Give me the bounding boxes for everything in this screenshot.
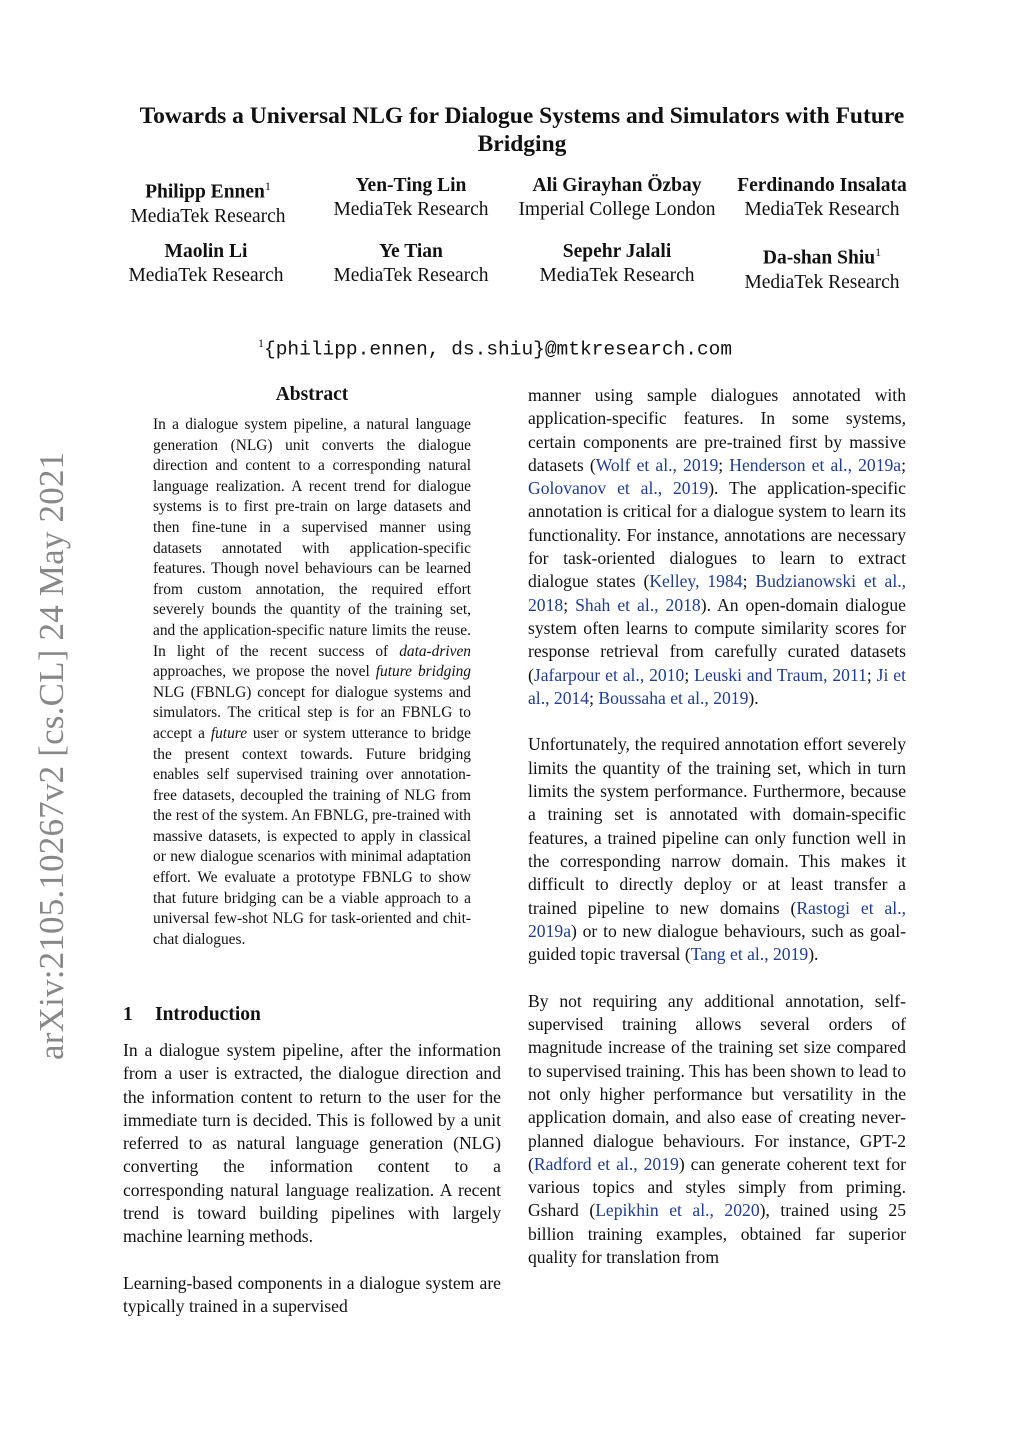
author-name: Ferdinando Insalata	[737, 175, 907, 196]
author-affiliation: MediaTek Research	[333, 265, 489, 286]
abstract-text: In a dialogue system pipeline, a natural language generation (NLG) unit converts the dialogue direction and content to a corresponding natural language realization. A recent trend for dialogue systems is to first pre-train on large datasets and then fine-tune in a supervised manner using datasets annotated with application-specific features. Though novel behaviours can be learned from custom annotation, the required effort severely bounds the quantity of the training set, and the application-specific nature limits the reuse. In light of the recent success of data-driven approaches, we propose the novel future bridging NLG (FBNLG) concept for dialogue systems and simulators. The critical step is for an FBNLG to accept a future user or system utterance to bridge the present context towards. Future bridging enables self supervised training over annotation-free datasets, decoupled the training of NLG from the rest of the system. An FBNLG, pre-trained with massive datasets, is expected to apply in classical or new dialogue scenarios with minimal adaptation effort. We evaluate a prototype FBNLG to show that future bridging can be a viable approach to a universal few-shot NLG for task-oriented and chit-chat dialogues.	[153, 416, 472, 948]
author-name: Ye Tian	[379, 241, 443, 262]
citation-link[interactable]: Golovanov et al., 2019	[528, 478, 709, 499]
author-block	[101, 240, 311, 288]
paragraph: By not requiring any additional annotation, self-supervised training allows several orders of magnitude increase of the training set size compared to supervised training. This has been shown to lead to not only higher performance but versatility in the application domain, and also ease of creating never-planned dialogue behaviours. For instance, GPT-2 (Radford et al., 2019) can generate coherent text for various topics and styles simply from priming. Gshard (Lepikhin et al., 2020), trained using 25 billion training examples, obtained far superior quality for translation from	[528, 990, 906, 1267]
citation-link[interactable]: Radford et al., 2019	[533, 1153, 679, 1174]
citation-link[interactable]: Henderson et al., 2019a	[729, 454, 902, 475]
citation-link[interactable]: Kelley, 1984	[649, 571, 743, 592]
paper-title: Towards a Universal NLG for Dialogue Systems and Simulators with Future Bridging	[139, 103, 905, 157]
author-name: Da-shan Shiu$^1$	[762, 245, 882, 269]
author-name: Sepehr Jalali	[562, 241, 672, 262]
author-affiliation: MediaTek Research	[744, 199, 900, 220]
citation-link[interactable]: Boussaha et al., 2019	[598, 687, 749, 708]
citation-link[interactable]: Rastogi et al., 2019a	[528, 897, 906, 941]
citation-link[interactable]: Shah et al., 2018	[575, 594, 701, 615]
author-block	[717, 174, 927, 222]
author-block	[306, 240, 516, 288]
abstract-heading: Abstract	[275, 384, 349, 405]
author-affiliation: MediaTek Research	[130, 205, 286, 227]
paragraph: Learning-based components in a dialogue system are typically trained in a supervised	[123, 1272, 501, 1317]
citation-link[interactable]: Jafarpour et al., 2010	[533, 664, 685, 685]
paragraph: Unfortunately, the required annotation effort severely limits the quantity of the training set, which in turn limits the system performance. Furthermore, because a training set is annotated with domain-specific features, a trained pipeline can only function well in the corresponding narrow domain. This makes it difficult to directly deploy or at least transfer a trained pipeline to new domains (Rastogi et al., 2019a) or to new dialogue behaviours, such as goal-guided topic traversal (Tang et al., 2019).	[528, 734, 906, 965]
author-block	[306, 174, 516, 222]
author-block	[103, 174, 313, 229]
author-affiliation: Imperial College London	[518, 199, 716, 220]
citation-link[interactable]: Leuski and Traum, 2011	[694, 664, 867, 685]
author-block	[512, 240, 722, 288]
citation-link[interactable]: Ji et al., 2014	[528, 664, 906, 708]
arxiv-identifier[interactable]: arXiv:2105.10267v2 [cs.CL] 24 May 2021	[32, 451, 71, 1060]
author-affiliation: MediaTek Research	[128, 265, 284, 286]
author-affiliation: MediaTek Research	[333, 199, 489, 220]
citation-link[interactable]: Tang et al., 2019	[690, 944, 809, 965]
author-affiliation: MediaTek Research	[744, 271, 900, 293]
citation-link[interactable]: Lepikhin et al., 2020	[595, 1200, 760, 1221]
right-column	[528, 384, 906, 1293]
citation-link[interactable]: Budzianowski et al., 2018	[528, 571, 907, 615]
author-name: Yen-Ting Lin	[355, 175, 467, 196]
paragraph: manner using sample dialogues annotated with application-specific features. In some systems, certain components are pre-trained first by massive datasets (Wolf et al., 2019; Henderson et al., 2019a; Golovanov et al., 2019). The application-specific annotation is critical for a dialogue system to learn its functionality. For instance, annotations are necessary for task-oriented dialogues to learn to extract dialogue states (Kelley, 1984; Budzianowski et al., 2018; Shah et al., 2018). An open-domain dialogue system often learns to compute similarity scores for response retrieval from carefully curated datasets (Jafarpour et al., 2010; Leuski and Traum, 2011; Ji et al., 2014; Boussaha et al., 2019).	[528, 385, 907, 708]
author-block	[717, 240, 927, 295]
author-name: Philipp Ennen$^1$	[145, 179, 271, 203]
citation-link[interactable]: Wolf et al., 2019	[595, 454, 719, 475]
author-name: Ali Girayhan Özbay	[532, 175, 702, 196]
contact-email[interactable]: $^1${philipp.ennen, ds.shiu}@mtkresearch.com	[258, 336, 733, 361]
author-name: Maolin Li	[164, 241, 248, 262]
section-heading: 1 Introduction	[123, 1004, 261, 1025]
paragraph: In a dialogue system pipeline, after the information from a user is extracted, the dialogue direction and the information content to return to the user for the immediate turn is decided. This is followed by a unit referred to as natural language generation (NLG) converting the information content to a corresponding natural language realization. A recent trend is toward building pipelines with largely machine learning methods.	[123, 1040, 501, 1247]
author-block	[512, 174, 722, 222]
author-affiliation: MediaTek Research	[539, 265, 695, 286]
left-column	[123, 1039, 501, 1342]
